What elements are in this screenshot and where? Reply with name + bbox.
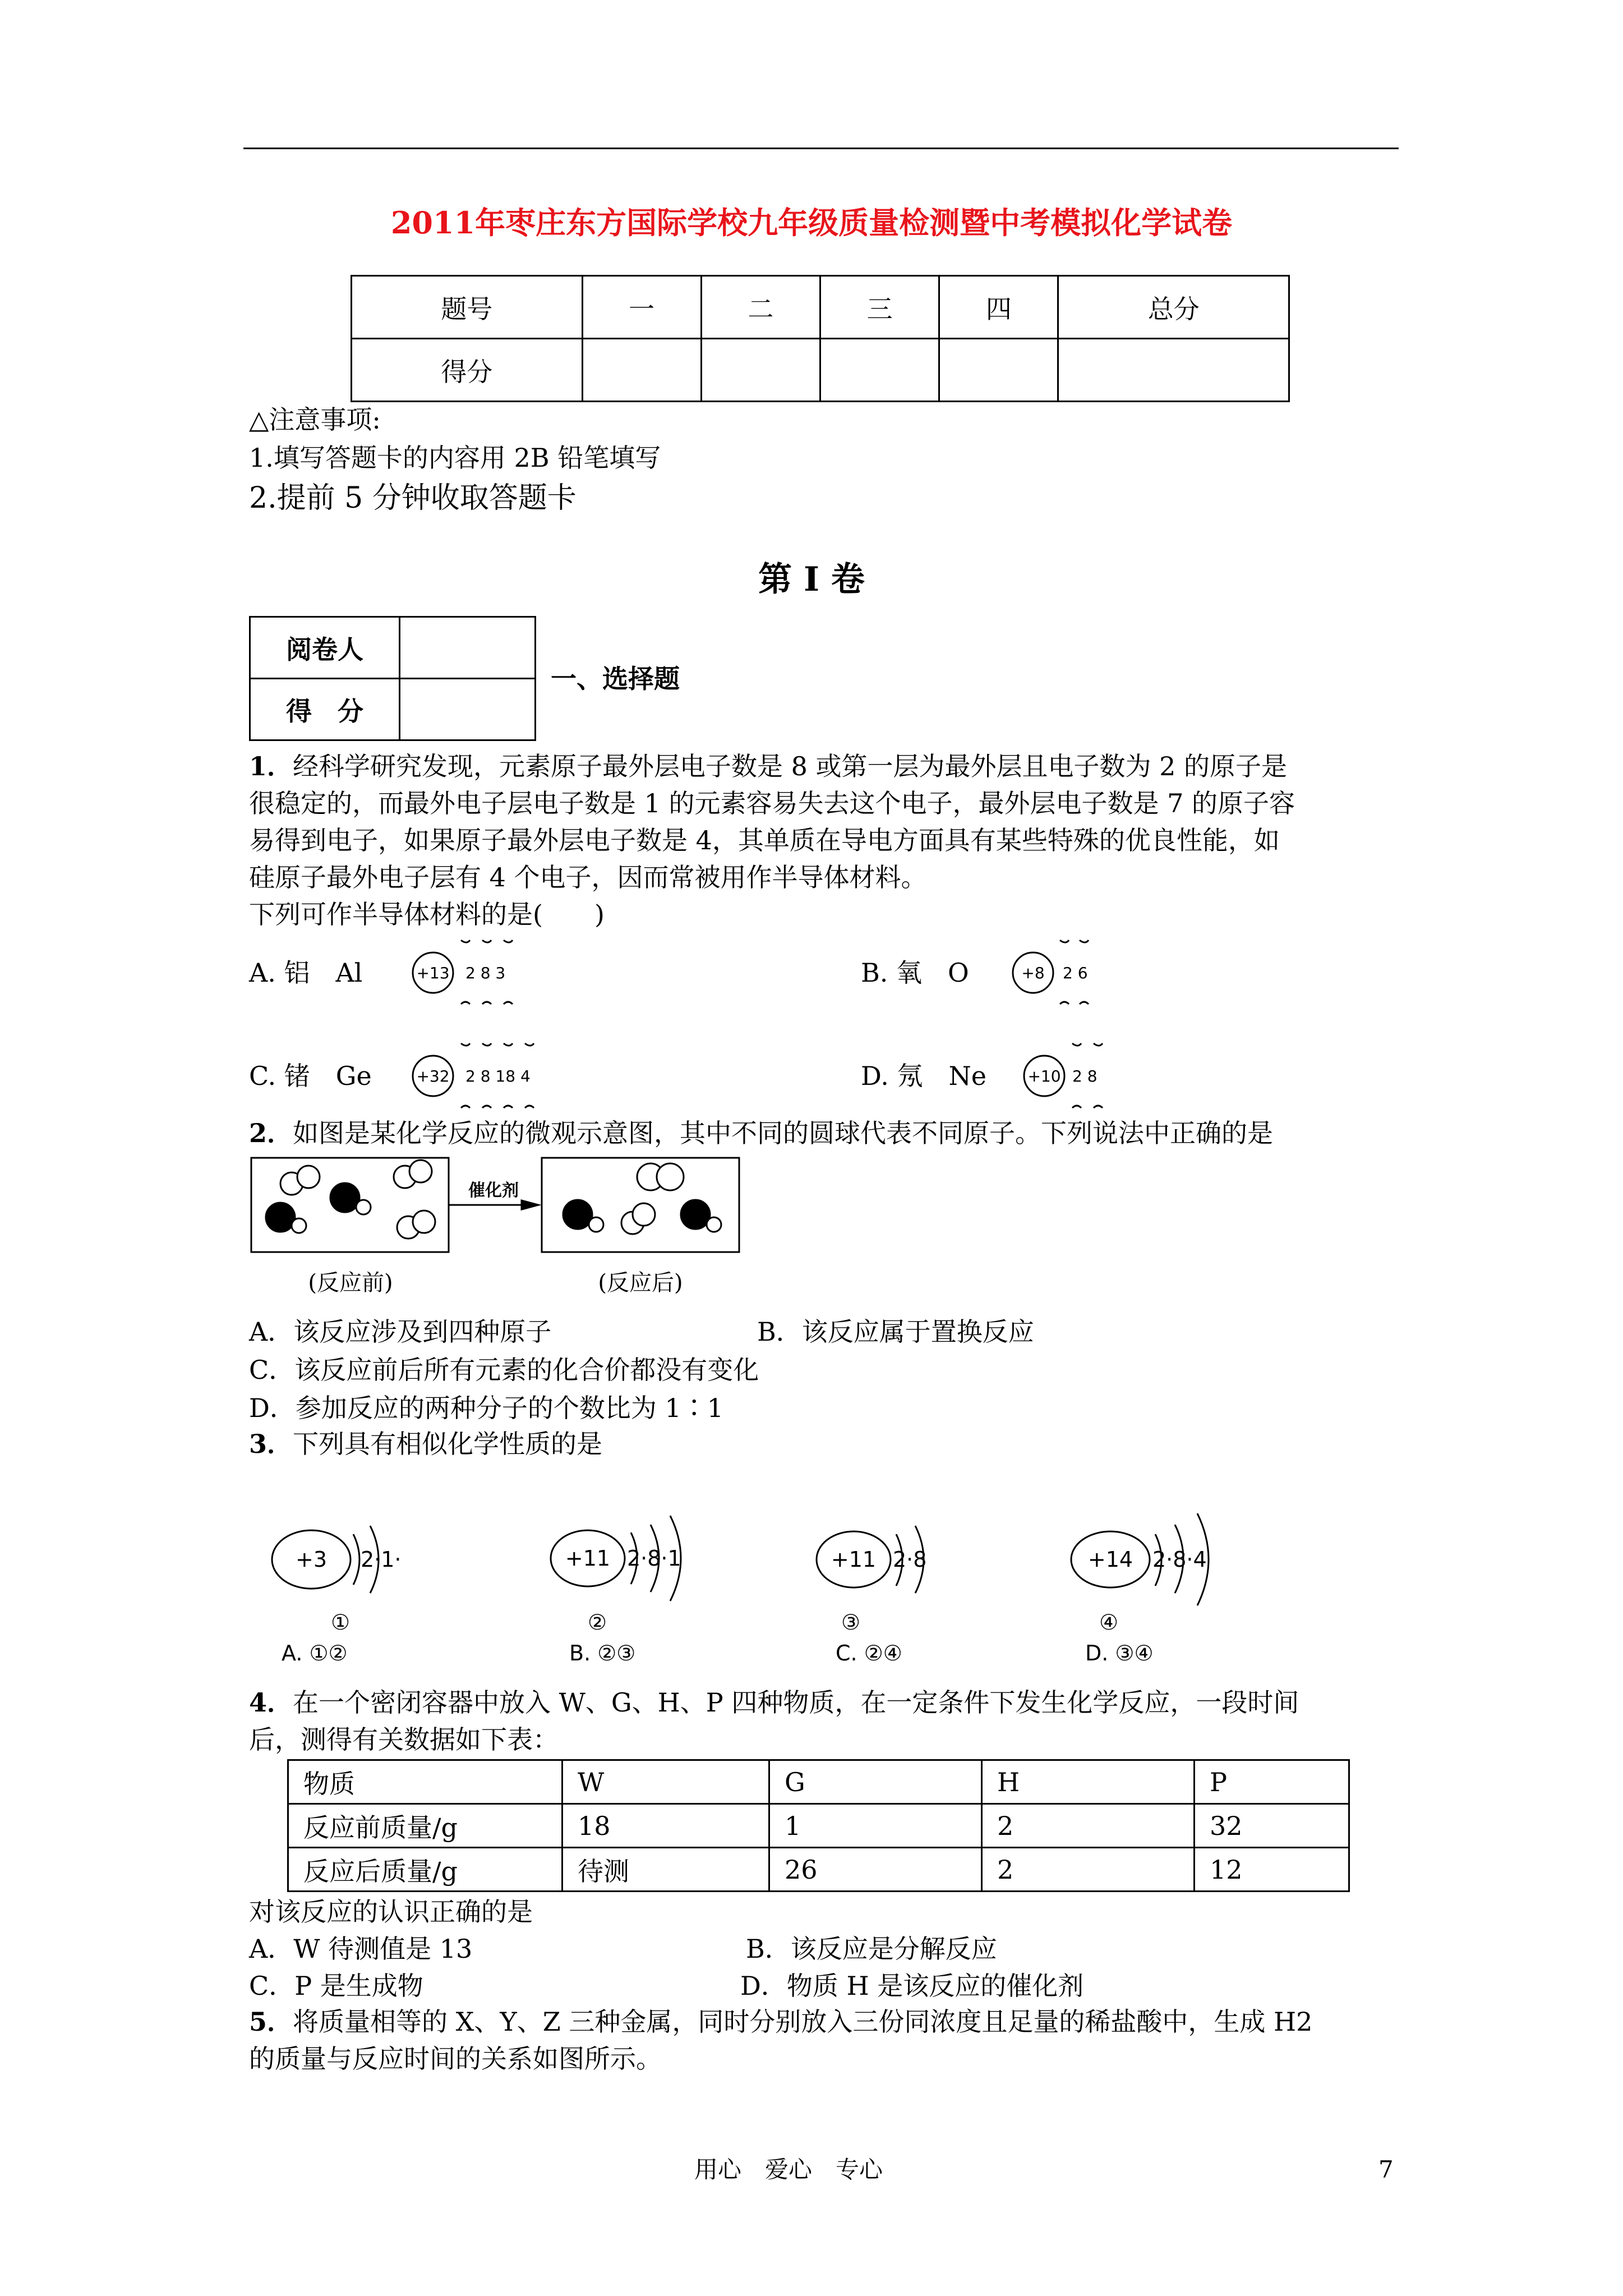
nucleus-charge: +11 — [831, 1547, 877, 1572]
shell-arcs-top — [461, 1043, 534, 1046]
score-cell: 总分 — [1058, 276, 1289, 339]
shell-electrons: 2·8 — [893, 1547, 927, 1572]
table-cell: 32 — [1195, 1804, 1349, 1848]
nucleus-circle — [1024, 1056, 1064, 1096]
shell-electrons: 2 8 18 4 — [465, 1067, 531, 1085]
nucleus-charge: +10 — [1027, 1067, 1061, 1085]
option-a: A．该反应涉及到四种原子 — [249, 1317, 552, 1347]
question-text: 硅原子最外电子层有 4 个电子，因而常被用作半导体材料。 — [249, 862, 927, 892]
score-cell: 四 — [939, 276, 1058, 339]
notes-item: 2.提前 5 分钟收取答题卡 — [249, 481, 577, 515]
question-number: 2． — [249, 1118, 293, 1148]
atom-number: ③ — [841, 1610, 861, 1635]
notes-heading: △注意事项: — [249, 404, 381, 435]
table-cell: 18 — [562, 1804, 769, 1848]
option-b: B. ②③ — [569, 1641, 636, 1665]
grader-value — [400, 679, 536, 740]
nucleus-circle — [1013, 953, 1053, 993]
score-cell: 一 — [582, 276, 701, 339]
notes-item: 1.填写答题卡的内容用 2B 铅笔填写 — [249, 443, 661, 473]
option-d: D. ③④ — [1085, 1641, 1154, 1665]
question-2 — [249, 1116, 1273, 1150]
nucleus-circle — [413, 1056, 453, 1096]
shell-electrons: 2·8·1 — [627, 1546, 681, 1571]
atom-number: ① — [331, 1610, 351, 1635]
question-5 — [249, 2005, 1312, 2039]
nucleus-circle — [413, 953, 453, 993]
question-text: 下列具有相似化学性质的是 — [293, 1429, 603, 1459]
footer-motto: 用心 爱心 专心 — [694, 2156, 883, 2183]
table-cell: 2 — [982, 1804, 1195, 1848]
grader-table — [249, 616, 536, 741]
table-cell: 1 — [769, 1804, 982, 1848]
shell-arcs-bottom — [1072, 1106, 1103, 1108]
option-c: C．P 是生成物 — [249, 1971, 423, 2001]
before-box — [251, 1158, 449, 1252]
option-c: C. ②④ — [836, 1641, 902, 1665]
arrow-head — [522, 1200, 538, 1209]
question-text: 易得到电子，如果原子最外层电子数是 4，其单质在导电方面具有某些特殊的优良性能，如 — [249, 825, 1280, 855]
question-text: 后，测得有关数据如下表： — [249, 1724, 559, 1755]
question-number: 3． — [249, 1429, 293, 1459]
catalyst-label: 催化剂 — [468, 1181, 519, 1200]
atom-number: ② — [588, 1610, 607, 1635]
table-cell: W — [562, 1760, 769, 1804]
section-title: 第 I 卷 — [758, 560, 865, 599]
option-c: C．该反应前后所有元素的化合价都没有变化 — [249, 1355, 759, 1385]
option-a: A. ①② — [282, 1641, 348, 1665]
shell-arcs-bottom — [1060, 1002, 1089, 1004]
grader-label: 阅卷人 — [250, 617, 400, 679]
question-text: 在一个密闭容器中放入 W、G、H、P 四种物质，在一定条件下发生化学反应，一段时间 — [293, 1687, 1299, 1718]
nucleus-charge: +8 — [1021, 964, 1045, 982]
option-d: D．参加反应的两种分子的个数比为 1∶1 — [249, 1393, 724, 1423]
score-cell: 题号 — [352, 276, 583, 339]
table-cell: 12 — [1195, 1848, 1349, 1892]
question-text: 将质量相等的 X、Y、Z 三种金属，同时分别放入三份同浓度且足量的稀盐酸中，生成 H2 — [293, 2007, 1313, 2037]
before-caption: (反应前) — [308, 1270, 393, 1296]
part-title: 一、选择题 — [551, 664, 680, 694]
page-title: 2011年枣庄东方国际学校九年级质量检测暨中考模拟化学试卷 — [390, 205, 1233, 241]
nucleus-charge: +14 — [1087, 1547, 1133, 1572]
question-text: 的质量与反应时间的关系如图所示。 — [249, 2044, 662, 2074]
score-table — [351, 275, 1290, 402]
score-input — [820, 339, 939, 402]
after-box — [542, 1158, 739, 1252]
page-number: 7 — [1378, 2156, 1394, 2183]
question-4 — [249, 1686, 1299, 1719]
shell-electrons: 2 8 — [1072, 1067, 1098, 1085]
option-b: B. 氧 O — [861, 958, 969, 988]
header-rule — [243, 148, 1399, 149]
question-1 — [249, 749, 1287, 783]
question-text: 很稳定的，而最外电子层电子数是 1 的元素容易失去这个电子，最外层电子数是 7 的原子容 — [249, 788, 1295, 818]
score-cell: 二 — [701, 276, 820, 339]
shell-electrons: 2·8·4 — [1152, 1547, 1207, 1572]
shell-arcs-bottom — [461, 1106, 534, 1108]
table-cell: 物质 — [288, 1760, 562, 1804]
option-d: D. 氖 Ne — [861, 1061, 986, 1091]
question-text: 经科学研究发现，元素原子最外层电子数是 8 或第一层为最外层且电子数为 2 的原子是 — [293, 751, 1288, 781]
score-input — [582, 339, 701, 402]
score-input — [701, 339, 820, 402]
score-cell: 三 — [820, 276, 939, 339]
atom-number: ④ — [1099, 1610, 1119, 1635]
question-prompt: 对该反应的认识正确的是 — [249, 1897, 533, 1927]
shell-electrons: 2 8 3 — [465, 964, 506, 982]
question-text: 如图是某化学反应的微观示意图，其中不同的圆球代表不同原子。下列说法中正确的是 — [293, 1118, 1274, 1148]
question-3 — [249, 1427, 602, 1461]
grader-value — [400, 617, 536, 679]
grader-label: 得 分 — [250, 679, 400, 740]
nucleus-charge: +3 — [295, 1547, 328, 1572]
option-a: A. 铝 Al — [249, 958, 363, 988]
data-table — [287, 1759, 1350, 1892]
shell-arcs-top — [461, 940, 513, 942]
table-cell: 反应后质量/g — [288, 1848, 562, 1892]
table-cell: 待测 — [562, 1848, 769, 1892]
score-cell: 得分 — [352, 339, 583, 402]
table-cell: 反应前质量/g — [288, 1804, 562, 1848]
shell-electrons: 2 6 — [1063, 964, 1088, 982]
option-d: D．物质 H 是该反应的催化剂 — [740, 1971, 1084, 2001]
table-cell: 26 — [769, 1848, 982, 1892]
nucleus-charge: +13 — [416, 964, 450, 982]
shell-electrons: 2·1· — [361, 1547, 402, 1572]
option-b: B．该反应是分解反应 — [746, 1934, 997, 1964]
table-cell: H — [982, 1760, 1195, 1804]
score-input — [1058, 339, 1289, 402]
option-a: A．W 待测值是 13 — [249, 1934, 473, 1964]
option-b: B．该反应属于置换反应 — [757, 1317, 1034, 1347]
question-number: 4． — [249, 1687, 293, 1718]
after-caption: (反应后) — [598, 1270, 683, 1296]
shell-arcs-bottom — [461, 1002, 513, 1004]
question-prompt: 下列可作半导体材料的是( ) — [249, 899, 605, 930]
shell-arcs-top — [1072, 1043, 1103, 1046]
option-c: C. 锗 Ge — [249, 1061, 372, 1091]
nucleus-charge: +11 — [565, 1546, 611, 1571]
shell-arcs-top — [1060, 940, 1089, 942]
table-cell: 2 — [982, 1848, 1195, 1892]
table-cell: G — [769, 1760, 982, 1804]
nucleus-charge: +32 — [416, 1067, 450, 1085]
table-cell: P — [1195, 1760, 1349, 1804]
question-number: 5． — [249, 2007, 293, 2037]
score-input — [939, 339, 1058, 402]
question-number: 1． — [249, 751, 293, 781]
